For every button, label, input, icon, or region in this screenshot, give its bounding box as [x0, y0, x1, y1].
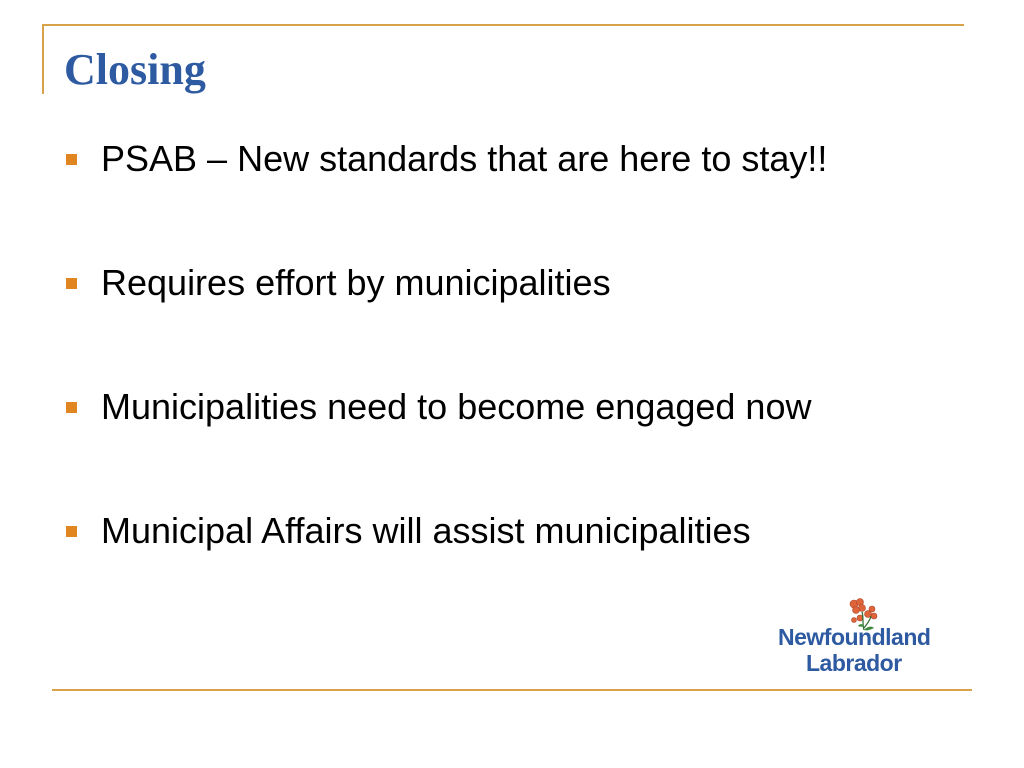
square-bullet-icon [66, 526, 77, 537]
bullet-text: Municipal Affairs will assist municipalities [101, 510, 751, 551]
bullet-item [66, 500, 1006, 562]
bullet-item [66, 128, 1006, 190]
bullet-item [66, 252, 1006, 314]
bullet-text: PSAB – New standards that are here to stay!! [101, 138, 828, 179]
bullet-text: Requires effort by municipalities [101, 262, 611, 303]
bottom-accent-line [52, 689, 972, 691]
slide-title: Closing [64, 45, 206, 94]
bullet-item [66, 376, 1006, 438]
logo-wordmark-line2: Labrador [806, 650, 902, 676]
bullet-list [66, 128, 1006, 624]
logo-wordmark-line1: Newfoundland [778, 624, 931, 650]
square-bullet-icon [66, 278, 77, 289]
bullet-text: Municipalities need to become engaged now [101, 386, 812, 427]
square-bullet-icon [66, 402, 77, 413]
top-accent-line [42, 24, 964, 26]
newfoundland-labrador-logo [774, 596, 944, 682]
square-bullet-icon [66, 154, 77, 165]
left-accent-line [42, 24, 44, 94]
